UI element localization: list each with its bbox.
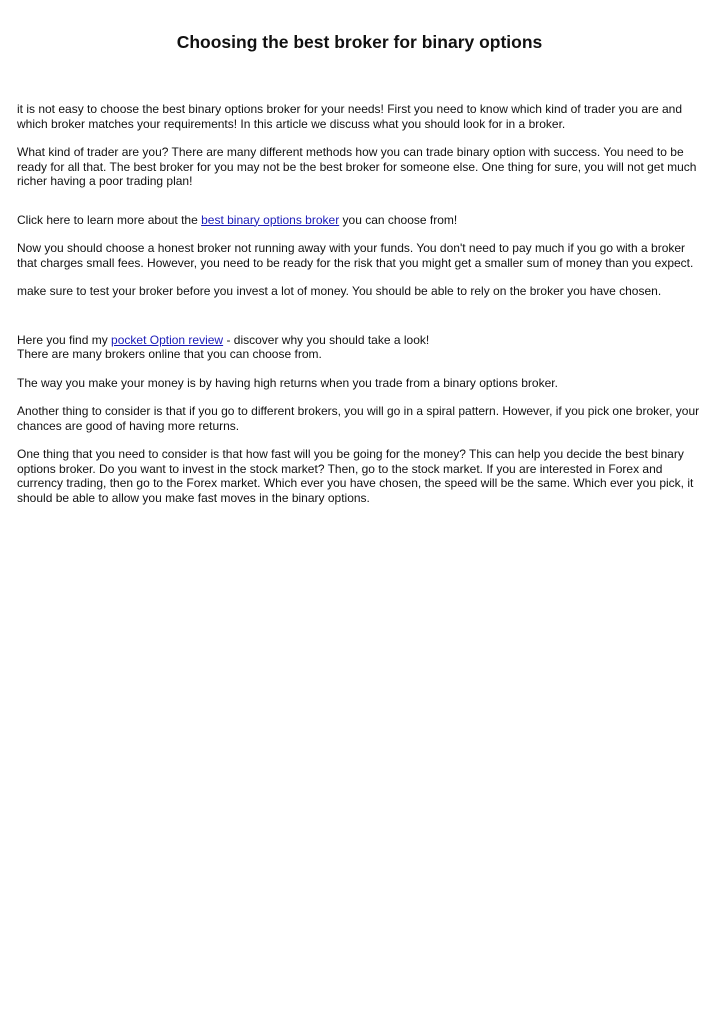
high-returns-paragraph: The way you make your money is by having high returns when you trade from a binary options broker. xyxy=(17,375,558,390)
pocket-option-review-link[interactable]: pocket Option review xyxy=(111,332,224,347)
review-text-after: - discover why you should take a look! xyxy=(223,332,430,347)
honest-broker-paragraph: Now you should choose a honest broker not running away with your funds. You don't need to pay much if you go with a broker that charges small fees. However, you need to be ready for the risk that you might get a smaller sum of money than you expect. xyxy=(17,241,694,270)
trader-type-paragraph: What kind of trader are you? There are many different methods how you can trade binary option with success. You need to be ready for all that. The best broker for you may not be the best broker for someone else. One thing for sure, you will not get much richer having a poor trading plan! xyxy=(17,145,697,188)
review-text-before: Here you find my xyxy=(17,332,112,347)
speed-paragraph: One thing that you need to consider is that how fast will you be going for the money? This can help you decide the best binary options broker. Do you want to invest in the stock market? Then, go to the stock market. If you are interested in Forex and currency trading, then go to the Forex market. Which ever you have chosen, the speed will be the same. Which ever you pick, it should be able to allow you make fast moves in the binary options. xyxy=(17,447,694,505)
page-title: Choosing the best broker for binary options xyxy=(176,32,543,52)
article-body xyxy=(17,102,707,505)
learn-more-paragraph xyxy=(17,213,707,228)
learn-more-text-before: Click here to learn more about the xyxy=(17,212,202,227)
review-second-line: There are many brokers online that you can choose from. xyxy=(17,347,322,361)
intro-paragraph: it is not easy to choose the best binary options broker for your needs! First you need to know which kind of trader you are and which broker matches your requirements! In this article we discuss what you should look for in a broker. xyxy=(17,102,683,131)
review-paragraph xyxy=(17,333,707,362)
test-broker-paragraph: make sure to test your broker before you invest a lot of money. You should be able to rely on the broker you have chosen. xyxy=(17,284,662,298)
best-broker-link[interactable]: best binary options broker xyxy=(201,212,340,227)
learn-more-text-after: you can choose from! xyxy=(339,212,458,227)
spiral-pattern-paragraph: Another thing to consider is that if you go to different brokers, you will go in a spiral pattern. However, if you pick one broker, your chances are good of having more returns. xyxy=(17,404,700,433)
